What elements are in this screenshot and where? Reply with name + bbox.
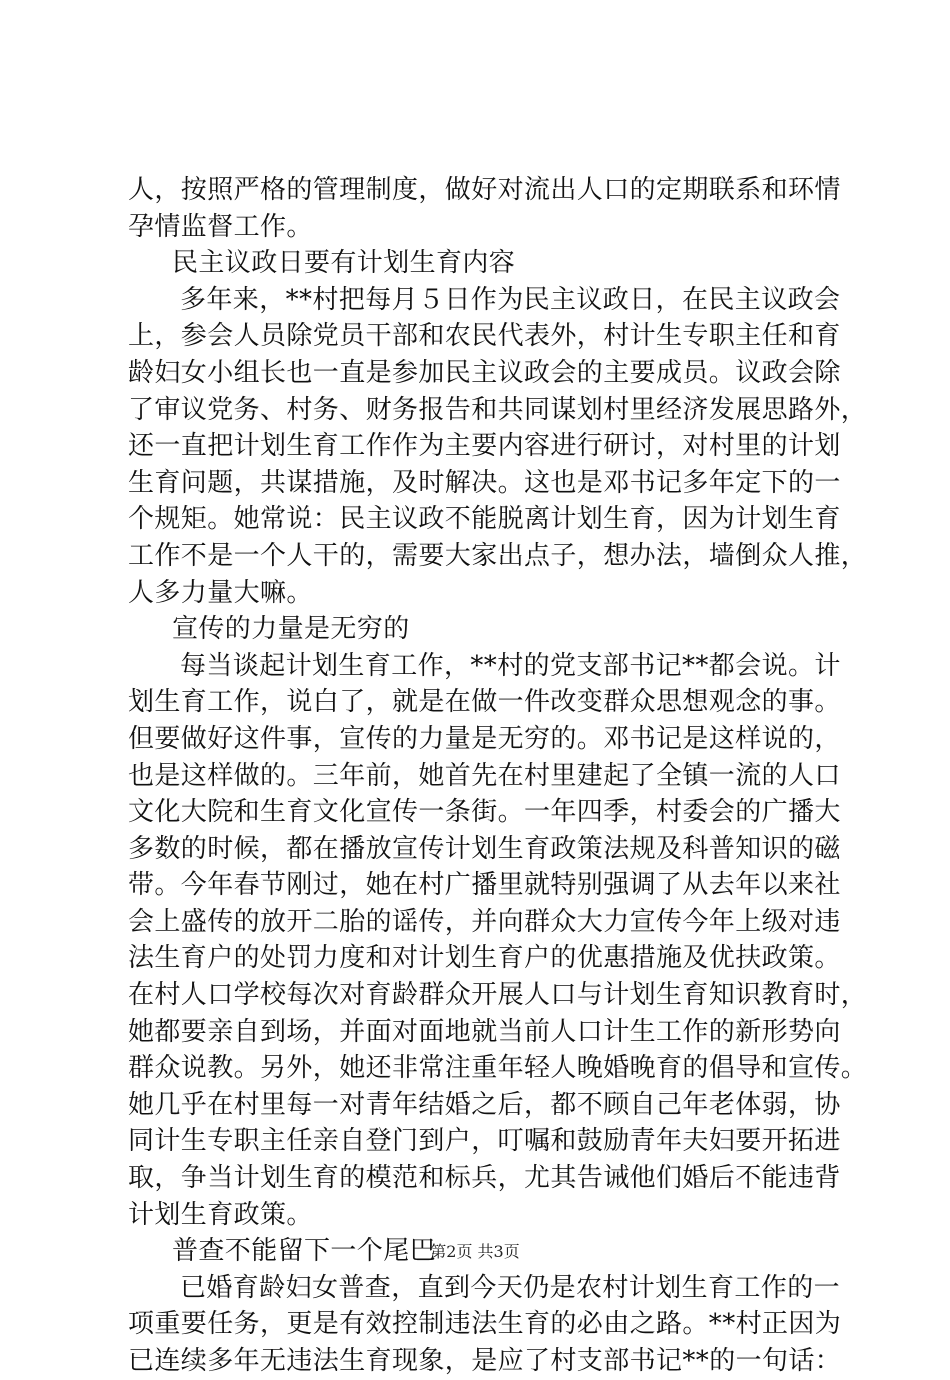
text-line: 已连续多年无违法生育现象，是应了村支部书记**的一句话： <box>128 1346 842 1376</box>
text-line: 文化大院和生育文化宣传一条街。一年四季，村委会的广播大 <box>128 797 841 828</box>
text-line: 项重要任务，更是有效控制违法生育的必由之路。**村正因为 <box>128 1309 842 1340</box>
text-line: 每当谈起计划生育工作，**村的党支部书记**都会说。计 <box>180 650 841 681</box>
document-body <box>128 172 868 1380</box>
section-heading: 宣传的力量是无穷的 <box>172 614 410 645</box>
text-line: 人多力量大嘛。 <box>128 577 313 608</box>
text-line: 工作不是一个人干的，需要大家出点子，想办法，墙倒众人推， <box>128 540 868 571</box>
text-line: 人，按照严格的管理制度，做好对流出人口的定期联系和环情 <box>128 175 841 205</box>
text-line: 划生育工作，说白了，就是在做一件改变群众思想观念的事。 <box>128 687 841 718</box>
text-line: 多数的时候，都在播放宣传计划生育政策法规及科普知识的磁 <box>128 833 841 864</box>
text-line: 上，参会人员除党员干部和农民代表外，村计生专职主任和育 <box>128 321 841 352</box>
text-line: 多年来，**村把每月５日作为民主议政日，在民主议政会 <box>180 284 841 315</box>
text-line: 在村人口学校每次对育龄群众开展人口与计划生育知识教育时， <box>128 980 868 1011</box>
text-line: 带。今年春节刚过，她在村广播里就特别强调了从去年以来社 <box>128 870 841 901</box>
text-line: 了审议党务、村务、财务报告和共同谋划村里经济发展思路外， <box>128 394 868 425</box>
page-number: 第2页 共3页 <box>430 1242 520 1261</box>
text-line: 还一直把计划生育工作作为主要内容进行研讨，对村里的计划 <box>128 431 841 462</box>
text-line: 会上盛传的放开二胎的谣传，并向群众大力宣传今年上级对违 <box>128 906 841 937</box>
section-heading: 普查不能留下一个尾巴 <box>172 1236 437 1267</box>
text-line: 已婚育龄妇女普查，直到今天仍是农村计划生育工作的一 <box>180 1272 841 1303</box>
section-heading: 民主议政日要有计划生育内容 <box>172 248 516 279</box>
text-line: 计划生育政策。 <box>128 1199 313 1230</box>
text-line: 生育问题，共谋措施，及时解决。这也是邓书记多年定下的一 <box>128 467 841 498</box>
text-line: 她都要亲自到场，并面对面地就当前人口计生工作的新形势向 <box>128 1016 841 1047</box>
text-line: 个规矩。她常说：民主议政不能脱离计划生育，因为计划生育 <box>128 504 841 535</box>
text-line: 孕情监督工作。 <box>128 211 313 242</box>
text-line: 龄妇女小组长也一直是参加民主议政会的主要成员。议政会除 <box>128 357 841 388</box>
text-line: 法生育户的处罚力度和对计划生育户的优惠措施及优扶政策。 <box>128 943 841 974</box>
text-line: 群众说教。另外，她还非常注重年轻人晚婚晚育的倡导和宣传。 <box>128 1053 868 1084</box>
text-line: 她几乎在村里每一对青年结婚之后，都不顾自己年老体弱，协 <box>128 1089 841 1120</box>
text-line: 取，争当计划生育的模范和标兵，尤其告诫他们婚后不能违背 <box>128 1163 841 1194</box>
text-line: 也是这样做的。三年前，她首先在村里建起了全镇一流的人口 <box>128 760 841 791</box>
text-line: 但要做好这件事，宣传的力量是无穷的。邓书记是这样说的， <box>128 723 841 754</box>
text-line: 同计生专职主任亲自登门到户，叮嘱和鼓励青年夫妇要开拓进 <box>128 1126 841 1157</box>
